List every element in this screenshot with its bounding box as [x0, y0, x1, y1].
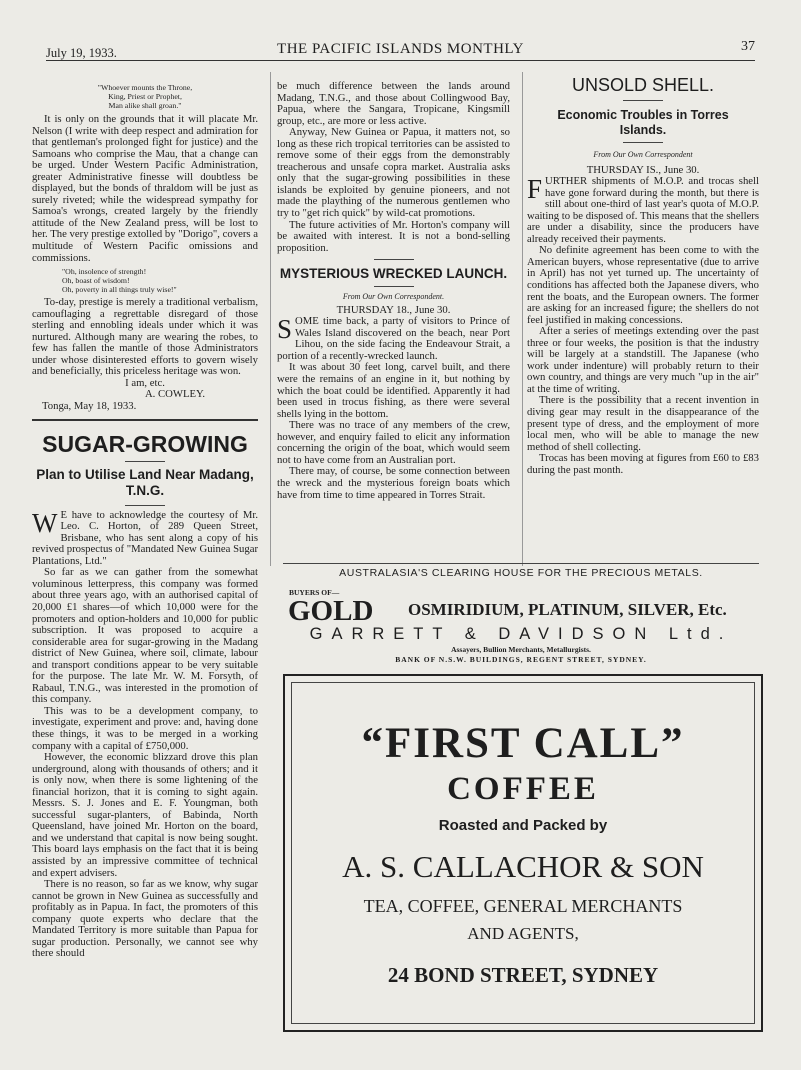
letter-dateline: Tonga, May 18, 1933.: [42, 400, 137, 413]
letter-signature: A. COWLEY.: [144, 388, 206, 401]
article-subhead: Plan to Utilise Land Near Madang, T.N.G.: [36, 466, 254, 499]
publication-title: THE PACIFIC ISLANDS MONTHLY: [277, 41, 524, 57]
article-paragraph: After a series of meetings extending over the past three or four weeks, the position is that the industry will be largely at a standstill. The Japanese (who work under indenture) will probably return to their own country, and things are very much "up in the air" at the time of writing.: [527, 325, 759, 395]
advert-brand: “FIRST CALL”: [361, 720, 685, 767]
divider: [125, 505, 165, 506]
article-paragraph: E have to acknowledge the courtesy of Mr. Leo. C. Horton, of 289 Queen Street, Brisbane, who has sent along a copy of his revived prospectus of "Mandated New Guinea Sugar Plantations, Ltd.": [32, 508, 258, 567]
divider: [623, 142, 663, 143]
article-dateline: THURSDAY IS., June 30.: [586, 163, 700, 176]
divider: [623, 100, 663, 101]
advert-trade: AND AGENTS,: [467, 924, 579, 943]
poem-line: Oh, boast of wisdom!: [62, 276, 130, 286]
letter-closing: I am, etc.: [125, 376, 165, 389]
page-number: 37: [741, 39, 755, 54]
article-paragraph: Anyway, New Guinea or Papua, it matters not, so long as these rich tropical territories can be assisted to remove some of their eggs from the demonstrably treacherous and unsafe copra market. Australia asks only that the sugar-growing possibilities in these islands be exploited by genuine pioneers, and not made the plaything of the numerous gentlemen who try to "get rich quick" by wild-cat promotions.: [277, 126, 510, 220]
divider: [374, 259, 414, 260]
article-paragraph: URTHER shipments of M.O.P. and trocas shell have gone forward during the month, but there is still about one-third of last year's quota of M.O.P. waiting to be disposed of. This means that the shellers are under a disability, since the producers have already received their payments.: [527, 175, 759, 245]
column-right: [527, 74, 759, 560]
advert-address: BANK OF N.S.W. BUILDINGS, REGENT STREET, SYDNEY.: [395, 655, 647, 664]
article-dateline: THURSDAY 18., June 30.: [336, 303, 451, 316]
article-paragraph: This was to be a development company, to investigate, experiment and prove: and, having done these things, it was to be merged in a working company with a capital of £750,000.: [32, 704, 258, 752]
advert-tagline: AUSTRALASIA'S CLEARING HOUSE FOR THE PRECIOUS METALS.: [339, 567, 703, 579]
advert-gold: GOLD: [288, 595, 374, 627]
article-subhead: Economic Troubles in Torres Islands.: [557, 108, 729, 137]
poem-line: King, Priest or Prophet,: [108, 92, 182, 101]
article-paragraph: There was no trace of any members of the crew, however, and enquiry failed to elicit any information concerning the origin of the boat, which would seem not to have come from an Australian port.: [277, 419, 510, 466]
coffee-advert: [283, 674, 763, 1032]
divider: [283, 563, 759, 564]
poem-line: "Whoever mounts the Throne,: [97, 83, 193, 92]
poem-line: Oh, poverty in all things truly wise!": [62, 285, 177, 295]
advert-metals: OSMIRIDIUM, PLATINUM, SILVER, Etc.: [408, 600, 727, 619]
column-left: [32, 83, 258, 1045]
article-source: From Our Own Correspondent.: [342, 292, 445, 302]
article-paragraph: However, the economic blizzard drove this plan underground, along with thousands of others; and it is only now, when there is some lightening of the financial horizon, that it is coming to sight again. Messrs. S. J. Jones and E. F. Youngman, both successful sugar-planters, of Babinda, North Queensland, have joined Mr. Horton on the board, and we understand that capital is now being sought. This board lays emphasis on the fact that it is being assisted by an impressive committee of technical and expert advisers.: [32, 751, 258, 879]
article-paragraph: There is no reason, so far as we know, why sugar cannot be grown in New Guinea as successfully and profitably as in Papua. In fact, the promoters of this company quote experts who declare that the Mandated Territory is more suitable than Papua for sugar production. Personally, we cannot see why there should: [32, 878, 258, 960]
advert-company: A. S. CALLACHOR & SON: [342, 849, 704, 884]
column-middle: [277, 81, 510, 571]
article-source: From Our Own Correspondent: [593, 150, 693, 159]
article-paragraph: OME time back, a party of visitors to Prince of Wales Island discovered on the beach, near Port Lihou, on the side facing the Endeavour Strait, a portion of a recently-wrecked launch.: [277, 315, 510, 362]
drop-cap: W: [32, 507, 58, 538]
column-divider: [270, 72, 271, 566]
advert-address: 24 BOND STREET, SYDNEY: [387, 963, 659, 987]
article-headline: MYSTERIOUS WRECKED LAUNCH.: [279, 266, 508, 282]
article-headline: SUGAR-GROWING: [42, 430, 248, 457]
divider: [374, 286, 414, 287]
drop-cap: S: [277, 314, 293, 345]
divider: [32, 419, 258, 421]
advert-inner-border: [291, 682, 755, 1024]
article-paragraph: The future activities of Mr. Horton's company will be awaited with interest. It is not a bond-selling proposition.: [277, 218, 510, 254]
issue-date: July 19, 1933.: [46, 46, 117, 60]
poem-line: "Oh, insolence of strength!: [62, 267, 147, 277]
article-paragraph: It was about 30 feet long, carvel built, and there were the remains of an engine in it, but nothing by which the boat could be identified. Apparently it had been used in trocus fishing, as there were several shells lying in the bottom.: [277, 361, 510, 420]
article-paragraph: be much difference between the lands around Madang, T.N.G., and those about Collingwood Bay, Papua, where the Sangara, Tropicane, Kingsmill group, etc., are more or less active.: [277, 81, 510, 127]
advert-product: COFFEE: [447, 771, 599, 807]
advert-tagline: Roasted and Packed by: [438, 817, 608, 834]
advert-firm-name: GARRETT & DAVIDSON Ltd.: [309, 625, 733, 643]
article-paragraph: There may, of course, be some connection between the wreck and the mysterious foreign boats which have from time to time appeared in Torres Strait.: [277, 465, 510, 501]
drop-cap: F: [527, 174, 543, 205]
article-paragraph: No definite agreement has been come to with the American buyers, whose representative (due to arrive in April) has not yet turned up. The uncertainty of conditions has affected both the Japanese divers, who rent the boats, and the European owners. The former are asking for an increased figure; the shellers do not feel justified in making concessions.: [527, 244, 759, 326]
letter-paragraph: To-day, prestige is merely a traditional verbalism, camouflaging a regrettable disregard of those sterling and ennobling ideals under which it was nurtured. Although many are wearing the robes, to few has fallen the mantle of those Administrators under whose disinterested efforts to govern wisely and beneficially, this priceless heritage was won.: [32, 296, 258, 378]
advert-trade: TEA, COFFEE, GENERAL MERCHANTS: [363, 896, 683, 916]
poem-line: Man alike shall groan.": [108, 101, 182, 110]
article-paragraph: There is the possibility that a recent invention in diving gear may result in the disappearance of the present type of dress, and the employment of more local men, who will be able to manage the new method of shell collecting.: [527, 394, 759, 453]
article-headline: UNSOLD SHELL.: [571, 75, 715, 95]
letter-paragraph: It is only on the grounds that it will placate Mr. Nelson (I write with deep respect and admiration for that gentleman's prolonged fight for justice) and the Samoans who comprise the Mau, that a change can be urged. Under Western Pacific Administration, greater Administrative finesse will doubtless be displayed, but the bonds of thraldom will be just as surely riveted; while the widespread sympathy for Samoa's wrongs, created largely by the friendly attitude of the New Zealand press, will be lost to her. The very prestige extolled by "Dorigo", covers a multitude of Western Pacific omissions and commissions.: [32, 113, 258, 264]
divider: [125, 461, 165, 462]
advert-trades: Assayers, Bullion Merchants, Metallurgists.: [451, 645, 591, 654]
article-paragraph: Trocas has been moving at figures from £60 to £83 during the past month.: [527, 452, 759, 476]
poem-quote: [62, 267, 258, 294]
poem-quote: [32, 83, 258, 110]
advert-buyers-label: BUYERS OF—: [289, 588, 340, 597]
article-paragraph: So far as we can gather from the somewhat voluminous letterpress, this company was formed about three years ago, with an authorised capital of 20,000 £1 shares—of which 10,000 were for the promoters and option-holders and 10,000 for public subscription. It was proposed to acquire a considerable area for sugar-growing in the Madang district of New Guinea, where soil, climate, labour and transport conditions appear to be very suitable for the purpose. The late Mr. W. M. Forsyth, of Rabaul, T.N.G., was interested in the promotion of this company.: [32, 566, 258, 706]
page-header: [46, 38, 755, 61]
column-divider: [522, 72, 523, 566]
